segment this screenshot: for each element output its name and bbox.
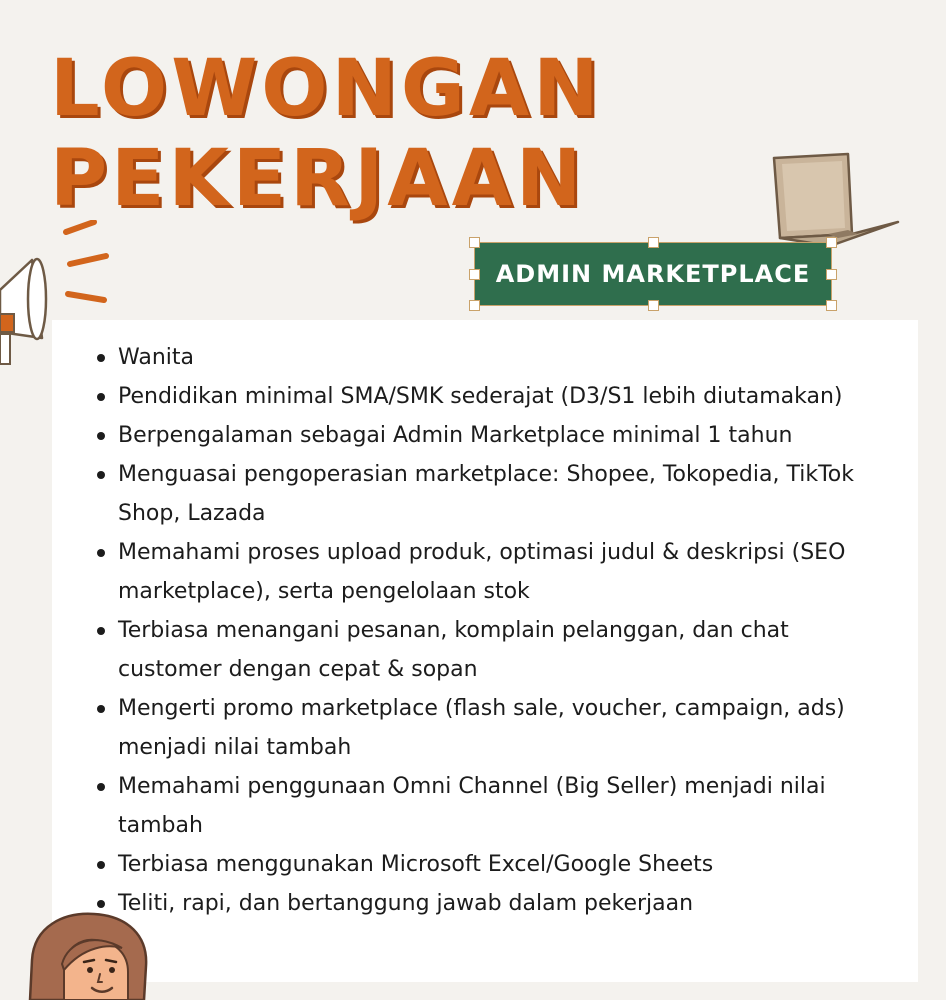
- selection-handle: [826, 237, 837, 248]
- list-item: Terbiasa menggunakan Microsoft Excel/Google Sheets: [118, 845, 894, 884]
- selection-handle: [648, 237, 659, 248]
- selection-handle: [469, 300, 480, 311]
- selection-handle: [648, 300, 659, 311]
- list-item: Wanita: [118, 338, 894, 377]
- list-item: Memahami penggunaan Omni Channel (Big Seller) menjadi nilai tambah: [118, 767, 894, 845]
- list-item: Pendidikan minimal SMA/SMK sederajat (D3/S1 lebih diutamakan): [118, 377, 894, 416]
- list-item: Berpengalaman sebagai Admin Marketplace minimal 1 tahun: [118, 416, 894, 455]
- list-item: Teliti, rapi, dan bertanggung jawab dalam pekerjaan: [118, 884, 894, 923]
- list-item: Menguasai pengoperasian marketplace: Shopee, Tokopedia, TikTok Shop, Lazada: [118, 455, 894, 533]
- list-item: Mengerti promo marketplace (flash sale, voucher, campaign, ads) menjadi nilai tambah: [118, 689, 894, 767]
- woman-avatar-icon: [24, 900, 154, 1000]
- title-line-1: LOWONGAN: [50, 44, 603, 134]
- selection-handle: [826, 300, 837, 311]
- position-badge-label: ADMIN MARKETPLACE: [474, 242, 832, 306]
- requirements-panel: [52, 320, 918, 982]
- selection-handle: [469, 237, 480, 248]
- title-line-2: PEKERJAAN: [50, 134, 586, 224]
- selection-handle: [826, 269, 837, 280]
- requirements-list: [52, 320, 918, 923]
- list-item: Terbiasa menangani pesanan, komplain pelanggan, dan chat customer dengan cepat & sopan: [118, 611, 894, 689]
- position-badge: [474, 242, 832, 306]
- selection-handle: [469, 269, 480, 280]
- list-item: Memahami proses upload produk, optimasi judul & deskripsi (SEO marketplace), serta pengelolaan stok: [118, 533, 894, 611]
